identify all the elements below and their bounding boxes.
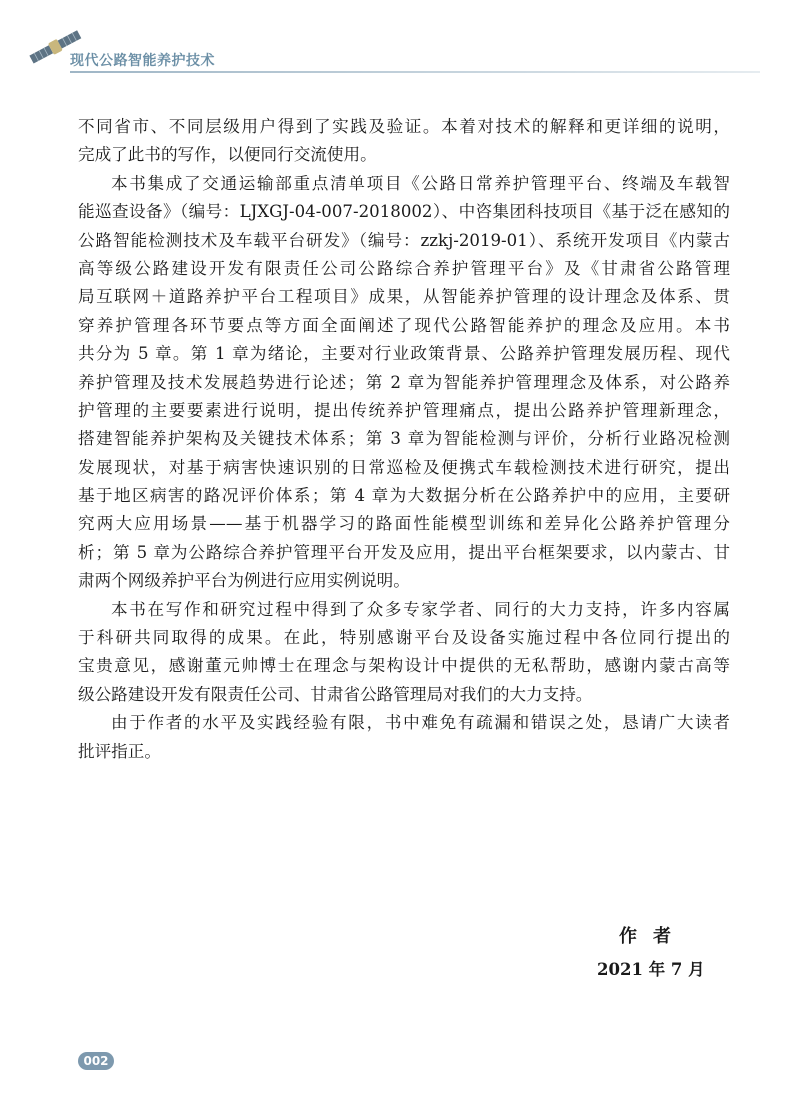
text-line: 公路智能检测技术及车载平台研发》（编号：zzkj-2019-01）、系统开发项目《内蒙古 [78,230,730,250]
text-line: 析；第 5 章为公路综合养护管理平台开发及应用，提出平台框架要求，以内蒙古、甘 [78,542,730,562]
text-line: 于科研共同取得的成果。在此，特别感谢平台及设备实施过程中各位同行提出的 [78,628,730,648]
text-line: 肃两个网级养护平台为例进行应用实例说明。 [78,571,410,591]
text-line: 共分为 5 章。第 1 章为绪论，主要对行业政策背景、公路养护管理发展历程、现代 [78,344,730,364]
text-line: 局互联网＋道路养护平台工程项目》成果，从智能养护管理的设计理念及体系、贯 [78,287,730,307]
text-line: 搭建智能养护架构及关键技术体系；第 3 章为智能检测与评价，分析行业路况检测 [78,429,730,449]
paragraph [78,596,730,710]
text-line: 养护管理及技术发展趋势进行论述；第 2 章为智能养护管理理念及体系，对公路养 [78,372,730,392]
signature-date: 2021 年 7 月 [597,960,705,979]
text-line: 由于作者的水平及实践经验有限，书中难免有疏漏和错误之处，恳请广大读者 [111,713,730,733]
text-line: 宝贵意见，感谢董元帅博士在理念与架构设计中提供的无私帮助，感谢内蒙古高等 [78,656,730,676]
preface-body [78,113,730,766]
text-line: 本书在写作和研究过程中得到了众多专家学者、同行的大力支持，许多内容属 [111,599,730,619]
text-line: 护管理的主要要素进行说明，提出传统养护管理痛点，提出公路养护管理新理念， [78,400,730,420]
text-line: 本书集成了交通运输部重点清单项目《公路日常养护管理平台、终端及车载智 [111,173,730,193]
paragraph [78,709,730,766]
paragraph [78,113,730,170]
author-signature: 作者 [619,926,687,947]
paragraph [78,170,730,596]
book-title: 现代公路智能养护技术 [70,53,215,69]
page-number: 002 [78,1052,114,1070]
text-line: 不同省市、不同层级用户得到了实践及验证。本着对技术的解释和更详细的说明， [78,117,730,136]
text-line: 发展现状，对基于病害快速识别的日常巡检及便携式车载检测技术进行研究，提出 [78,457,730,477]
text-line: 基于地区病害的路况评价体系；第 4 章为大数据分析在公路养护中的应用，主要研 [78,486,730,506]
text-line: 穿养护管理各环节要点等方面全面阐述了现代公路智能养护的理念及应用。本书 [78,315,730,335]
header-divider [70,71,760,73]
text-line: 级公路建设开发有限责任公司、甘肃省公路管理局对我们的大力支持。 [78,684,593,704]
text-line: 高等级公路建设开发有限责任公司公路综合养护管理平台》及《甘肃省公路管理 [78,258,730,278]
text-line: 能巡查设备》（编号：LJXGJ-04-007-2018002）、中咨集团科技项目《基于泛在感知的 [78,202,730,222]
text-line: 完成了此书的写作，以便同行交流使用。 [78,145,377,165]
text-line: 究两大应用场景——基于机器学习的路面性能模型训练和差异化公路养护管理分 [78,514,730,534]
text-line: 批评指正。 [78,741,161,761]
